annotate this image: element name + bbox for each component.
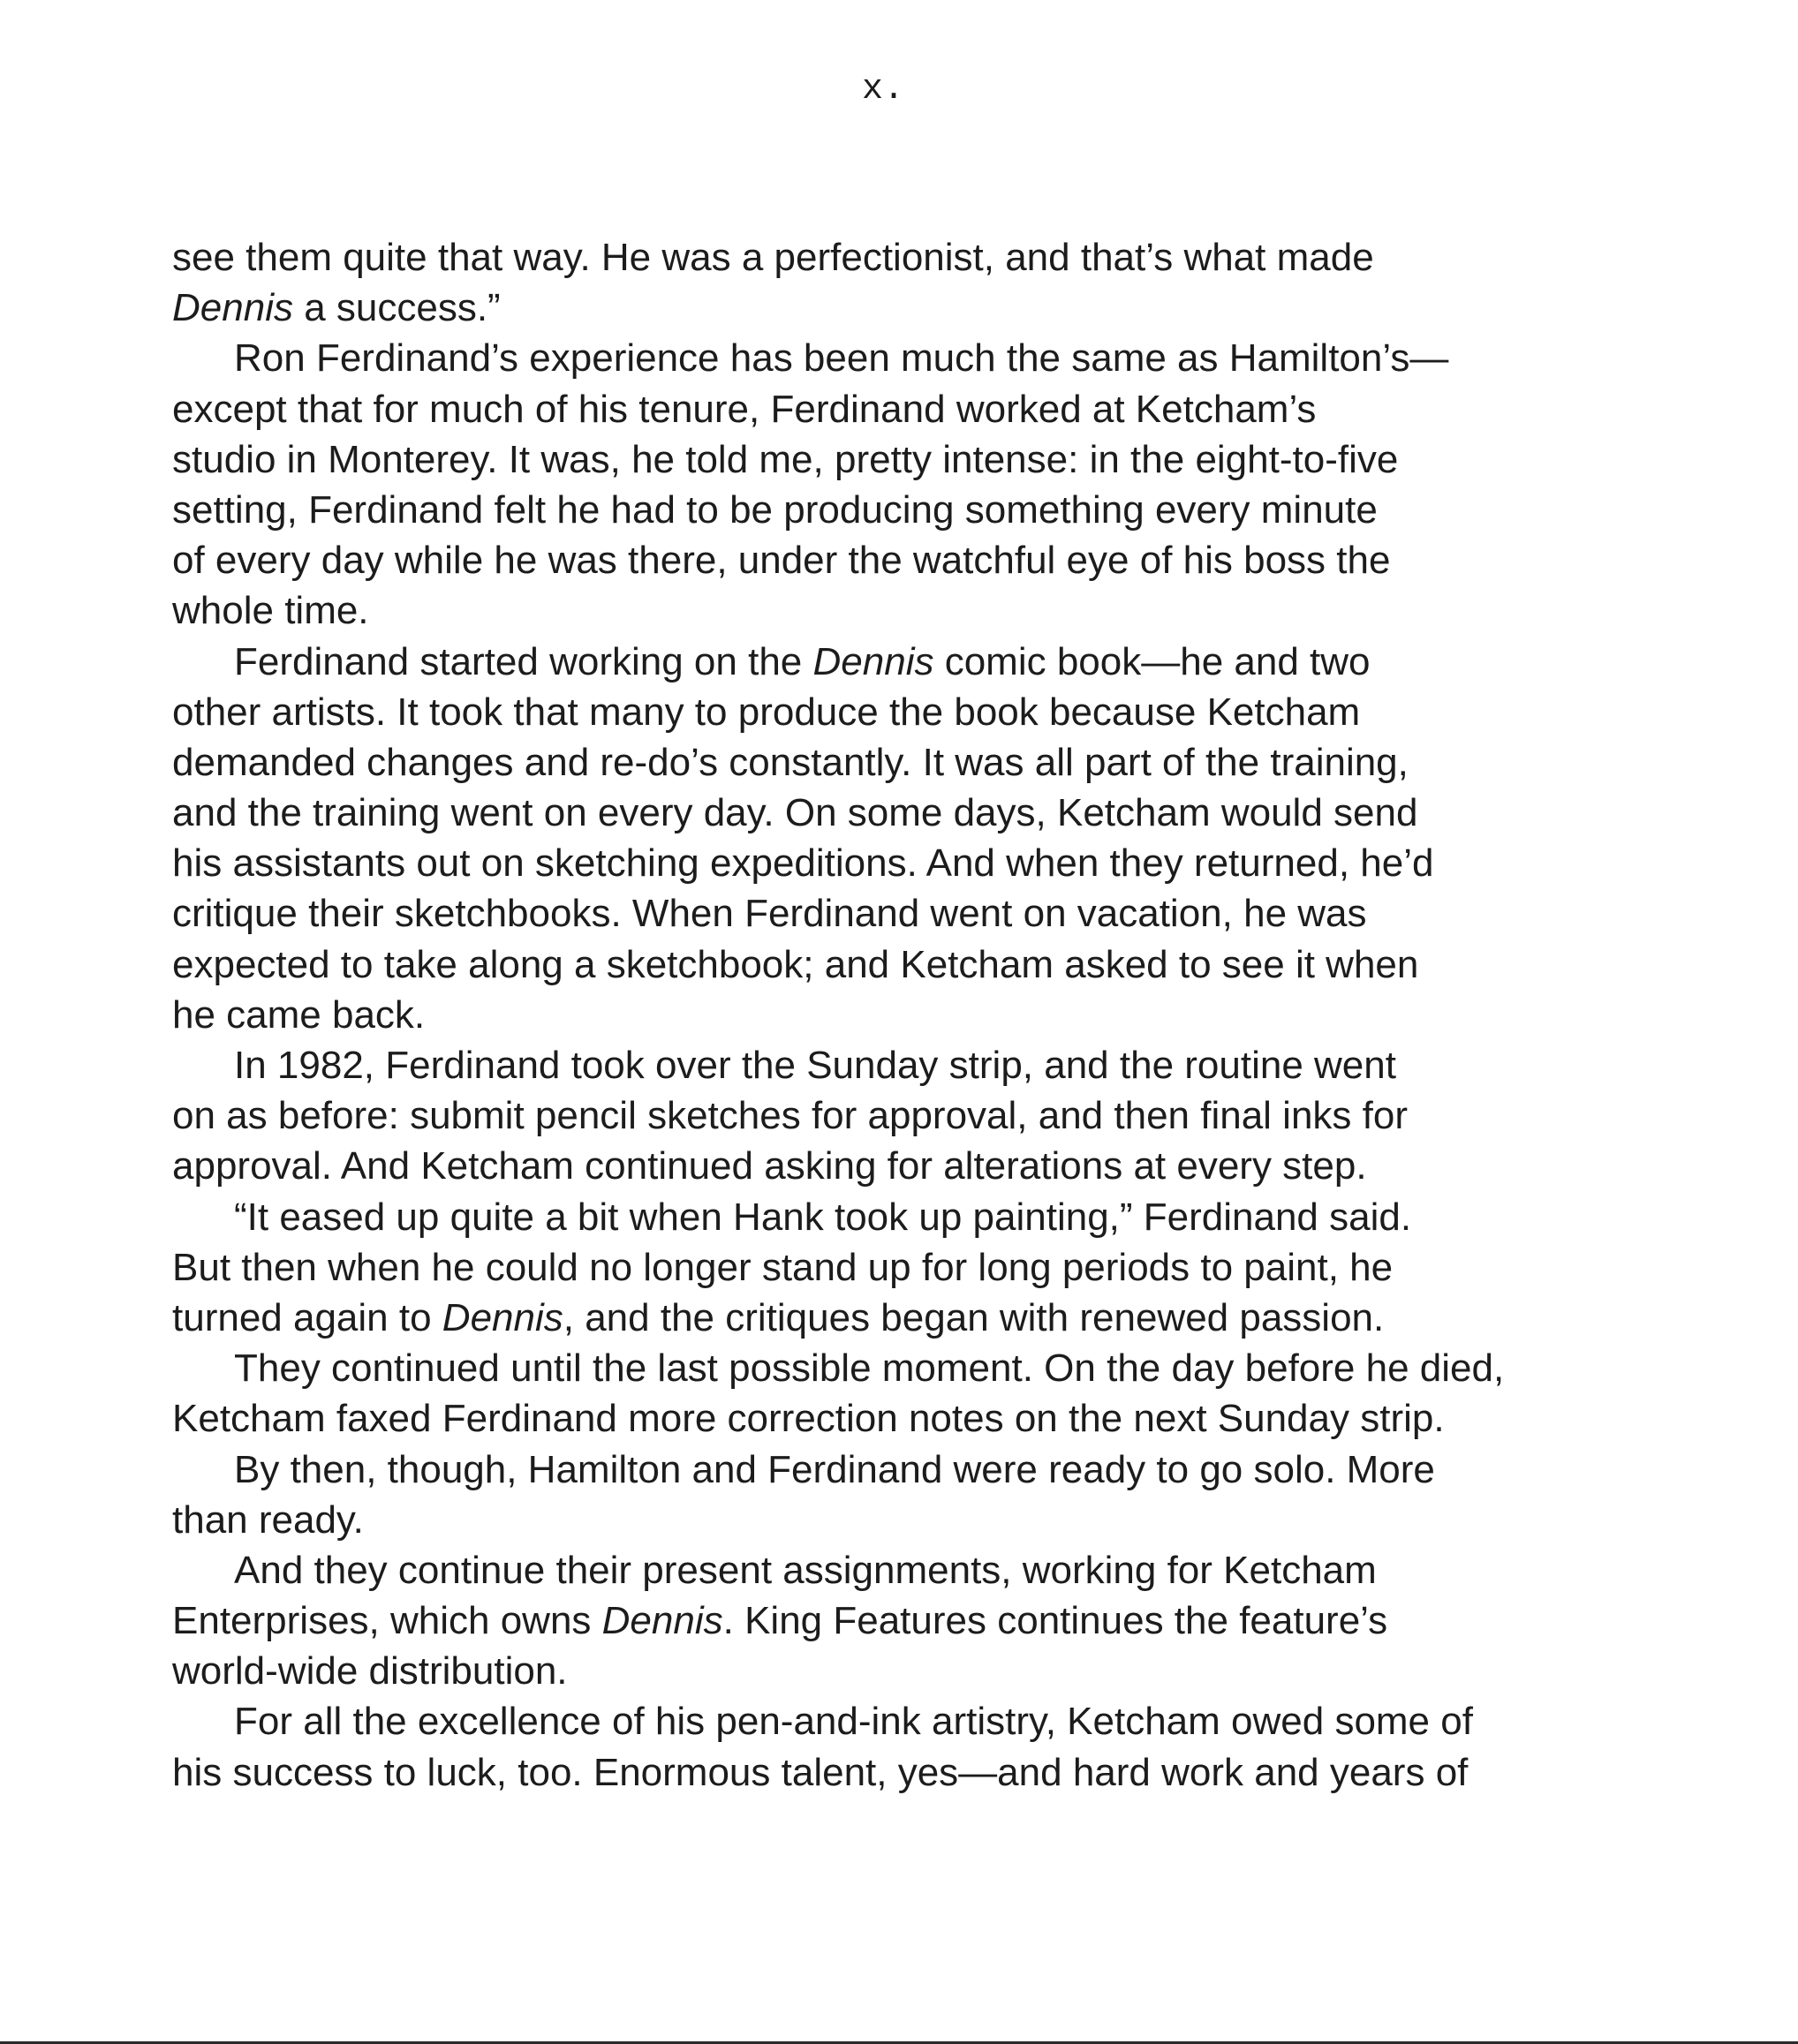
text-segment: of every day while he was there, under the watchful eye of his boss the [172, 539, 1391, 583]
text-line [172, 384, 1550, 434]
text-segment: Ron Ferdinand’s experience has been much the same as Hamilton’s— [234, 336, 1449, 381]
paragraph-first-line [172, 1545, 1550, 1595]
text-segment: For all the excellence of his pen-and-ink artistry, Ketcham owed some of [234, 1700, 1473, 1744]
italic-title: Dennis [601, 1599, 723, 1643]
text-segment: studio in Monterey. It was, he told me, pretty intense: in the eight-to-five [172, 437, 1399, 481]
text-segment: approval. And Ketcham continued asking for alterations at every step. [172, 1144, 1367, 1188]
text-segment: comic book—he and two [933, 639, 1371, 683]
paragraph-first-line [172, 1696, 1550, 1746]
text-line [172, 888, 1550, 939]
text-segment: In 1982, Ferdinand took over the Sunday strip, and the routine went [234, 1044, 1396, 1087]
text-line [172, 687, 1550, 737]
text-segment: critique their sketchbooks. When Ferdinand went on vacation, he was [172, 892, 1367, 936]
text-segment: his success to luck, too. Enormous talent, yes—and hard work and years of [172, 1750, 1469, 1794]
text-segment: demanded changes and re-do’s constantly. It was all part of the training, [172, 740, 1409, 784]
text-line [172, 939, 1550, 990]
text-segment: see them quite that way. He was a perfectionist, and that’s what made [172, 236, 1374, 279]
paragraph-first-line [172, 637, 1550, 687]
text-segment: other artists. It took that many to produce the book because Ketcham [172, 690, 1361, 734]
body-text [172, 232, 1550, 1798]
text-line [172, 1293, 1550, 1343]
text-segment: a success.” [292, 286, 501, 330]
text-line [172, 1393, 1550, 1444]
text-segment: And they continue their present assignments, working for Ketcham [234, 1548, 1377, 1592]
text-line [172, 1141, 1550, 1191]
paragraph-first-line [172, 1040, 1550, 1090]
text-line [172, 1242, 1550, 1293]
text-segment: “It eased up quite a bit when Hank took up painting,” Ferdinand said. [234, 1195, 1412, 1239]
italic-title: Dennis [812, 639, 934, 683]
text-segment: he came back. [172, 992, 426, 1037]
text-line [172, 1595, 1550, 1646]
paragraph-first-line [172, 1444, 1550, 1495]
text-segment: whole time. [172, 589, 369, 633]
text-segment: But then when he could no longer stand up for long periods to paint, he [172, 1245, 1394, 1289]
text-segment: Enterprises, which owns [172, 1599, 602, 1643]
text-line [172, 585, 1550, 636]
text-segment: his assistants out on sketching expeditions. And when they returned, he’d [172, 841, 1434, 886]
text-segment: turned again to [172, 1295, 442, 1339]
paragraph-first-line [172, 1192, 1550, 1242]
text-segment: Ketcham faxed Ferdinand more correction notes on the next Sunday strip. [172, 1397, 1445, 1441]
text-segment: They continued until the last possible moment. On the day before he died, [234, 1346, 1505, 1391]
paragraph-first-line [172, 333, 1550, 383]
text-line [172, 990, 1550, 1040]
text-segment: expected to take along a sketchbook; and Ketcham asked to see it when [172, 942, 1419, 986]
text-line [172, 788, 1550, 838]
text-line [172, 283, 1550, 333]
italic-title: Dennis [172, 286, 293, 330]
text-segment: setting, Ferdinand felt he had to be producing something every minute [172, 487, 1378, 532]
italic-title: Dennis [442, 1295, 563, 1339]
text-segment: . King Features continues the feature’s [722, 1599, 1388, 1643]
page-number: x. [861, 70, 904, 109]
paragraph-first-line [172, 1343, 1550, 1393]
text-line [172, 737, 1550, 788]
text-line [172, 1090, 1550, 1141]
text-segment: and the training went on every day. On some days, Ketcham would send [172, 791, 1418, 835]
text-segment: on as before: submit pencil sketches for approval, and then final inks for [172, 1094, 1408, 1138]
text-line [172, 1646, 1550, 1696]
text-line [172, 535, 1550, 585]
text-segment: than ready. [172, 1497, 364, 1542]
text-line [172, 1747, 1550, 1798]
text-line [172, 1495, 1550, 1545]
text-segment: except that for much of his tenure, Ferdinand worked at Ketcham’s [172, 387, 1317, 431]
text-line [172, 485, 1550, 535]
text-segment: , and the critiques began with renewed passion. [563, 1295, 1385, 1339]
text-segment: By then, though, Hamilton and Ferdinand were ready to go solo. More [234, 1447, 1435, 1491]
text-line [172, 434, 1550, 485]
text-line [172, 838, 1550, 888]
text-segment: world-wide distribution. [172, 1649, 568, 1693]
text-line [172, 232, 1550, 283]
text-segment: Ferdinand started working on the [234, 639, 813, 683]
